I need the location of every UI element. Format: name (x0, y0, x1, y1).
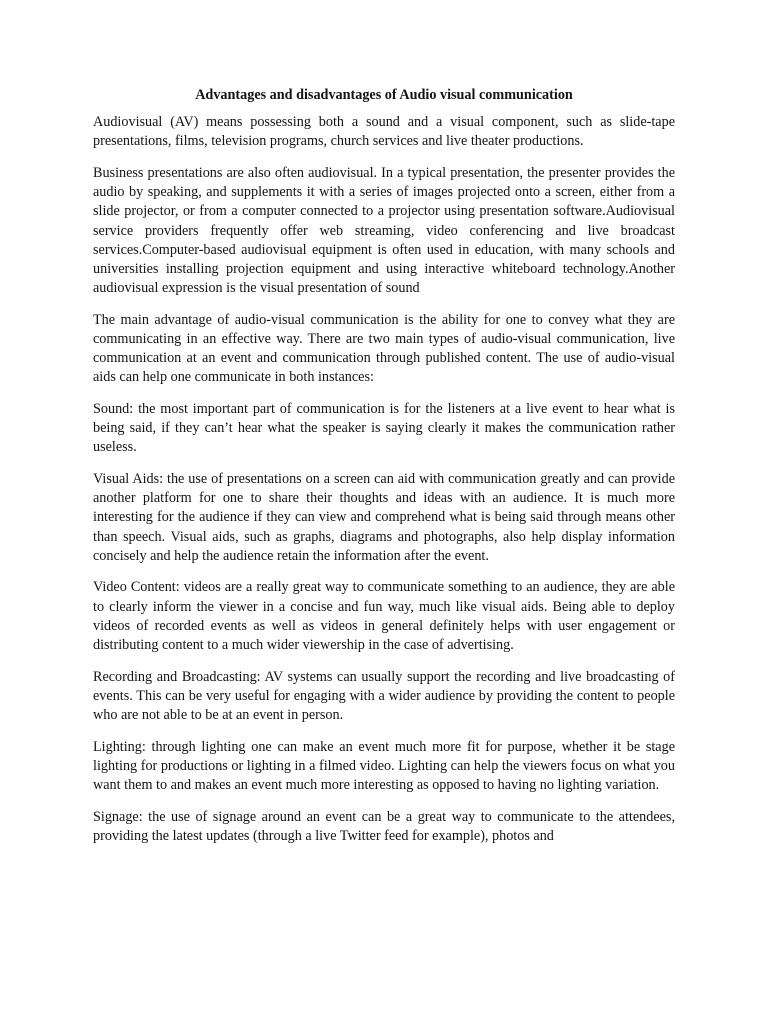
paragraph-recording-broadcasting: Recording and Broadcasting: AV systems can usually support the recording and live broadcasting of events. This can be very useful for engaging with a wider audience by providing the content to people who are not able to be at an event in person. (93, 668, 675, 724)
paragraph-av-definition: Audiovisual (AV) means possessing both a sound and a visual component, such as slide-tape presentations, films, television programs, church services and live theater productions. (93, 114, 675, 150)
paragraph-lighting: Lighting: through lighting one can make an event much more fit for purpose, whether it be stage lighting for productions or lighting in a filmed video. Lighting can help the viewers focus on what you want them to and makes an event much more interesting as opposed to having no lighting variation. (93, 738, 675, 794)
document-title: Advantages and disadvantages of Audio visual communication (195, 87, 573, 103)
paragraph-main-advantage: The main advantage of audio-visual communication is the ability for one to convey what they are communicating in an effective way. There are two main types of audio-visual communication, live communication at an event and communication through published content. The use of audio-visual aids can help one communicate in both instances: (93, 311, 675, 386)
paragraph-signage: Signage: the use of signage around an event can be a great way to communicate to the attendees, providing the latest updates (through a live Twitter feed for example), photos and (93, 808, 675, 844)
paragraph-business-presentations: Business presentations are also often audiovisual. In a typical presentation, the presenter provides the audio by speaking, and supplements it with a series of images projected onto a screen, either from a slide projector, or from a computer connected to a projector using presentation software.Audiovisual service providers frequently offer web streaming, video conferencing and live broadcast services.Computer-based audiovisual equipment is often used in education, with many schools and universities installing projection equipment and using interactive whiteboard technology.Another audiovisual expression is the visual presentation of sound (93, 165, 675, 297)
paragraph-video-content: Video Content: videos are a really great way to communicate something to an audience, they are able to clearly inform the viewer in a concise and fun way, much like visual aids. Being able to deploy videos of recorded events as well as videos in general definitely helps with user engagement or distributing content to a much wider viewership in the case of advertising. (93, 579, 675, 654)
paragraph-sound: Sound: the most important part of communication is for the listeners at a live event to hear what is being said, if they can’t hear what the speaker is saying clearly it makes the communication rather useless. (93, 401, 675, 456)
document-body (93, 86, 675, 858)
paragraph-visual-aids: Visual Aids: the use of presentations on a screen can aid with communication greatly and can provide another platform for one to share their thoughts and ideas with an audience. It is much more interesting for the audience if they can view and comprehend what is being said through means other than speech. Visual aids, such as graphs, diagrams and photographs, also help display information concisely and help the audience retain the information after the event. (93, 471, 675, 564)
